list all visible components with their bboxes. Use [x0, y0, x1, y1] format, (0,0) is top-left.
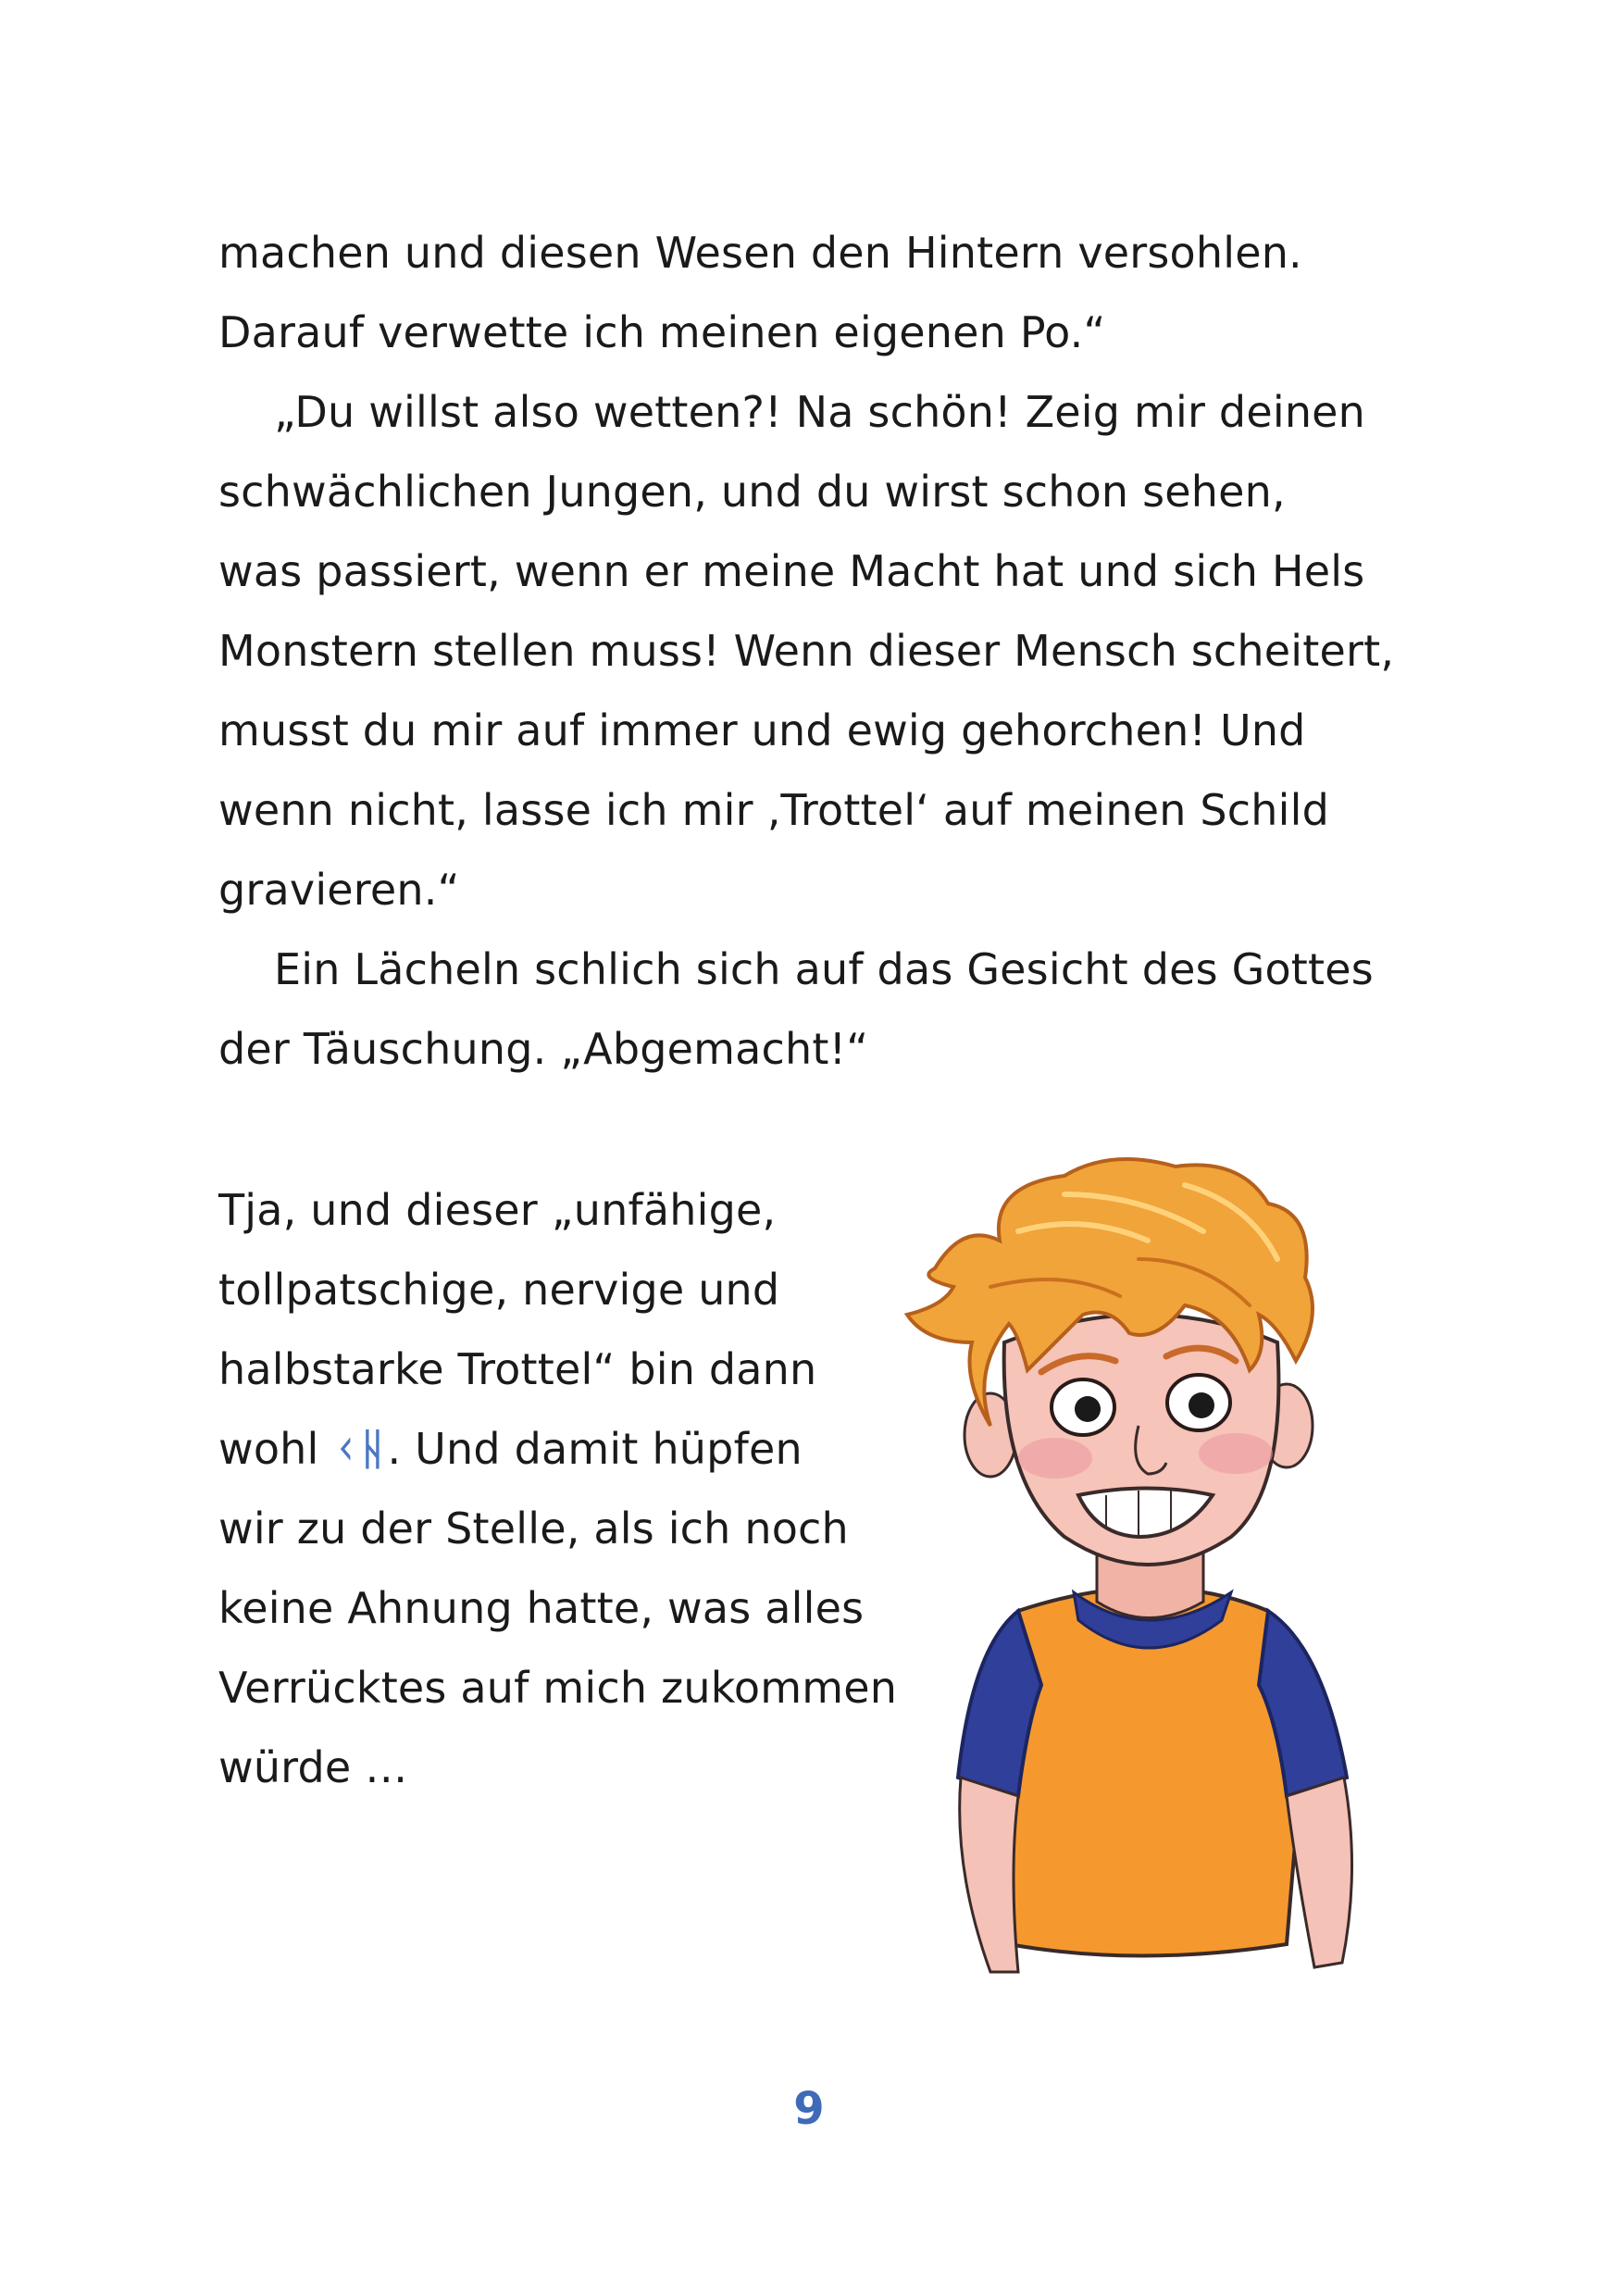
text-line: „Du willst also wetten?! Na schön! Zeig mir deinen: [274, 387, 1366, 437]
text-fragment: wohl: [218, 1424, 333, 1474]
text-line: tollpatschige, nervige und: [218, 1265, 780, 1315]
text-line: was passiert, wenn er meine Macht hat und sich Hels: [218, 546, 1365, 596]
text-line: gravieren.“: [218, 865, 460, 915]
text-line: musst du mir auf immer und ewig gehorchen! Und: [218, 705, 1306, 755]
story-text-bottom: [218, 1170, 922, 1807]
right-pupil: [1189, 1392, 1214, 1418]
right-arm: [1287, 1778, 1352, 1967]
text-line: Ein Lächeln schlich sich auf das Gesicht des Gottes: [274, 944, 1374, 994]
text-line: Monstern stellen muss! Wenn dieser Mensch scheitert,: [218, 626, 1395, 676]
text-line: würde …: [218, 1742, 408, 1792]
right-cheek: [1199, 1433, 1273, 1474]
text-line: wenn nicht, lasse ich mir ‚Trottel‘ auf meinen Schild: [218, 785, 1329, 835]
boy-illustration: [879, 1129, 1398, 1981]
text-line: keine Ahnung hatte, was alles: [218, 1583, 865, 1633]
text-line: machen und diesen Wesen den Hintern versohlen.: [218, 228, 1302, 278]
text-line: Darauf verwette ich meinen eigenen Po.“: [218, 307, 1106, 357]
story-text-top: [218, 213, 1395, 1089]
text-line: der Täuschung. „Abgemacht!“: [218, 1024, 869, 1074]
text-line-with-rune: [218, 1409, 922, 1489]
text-line: schwächlichen Jungen, und du wirst schon sehen,: [218, 467, 1286, 517]
left-pupil: [1075, 1396, 1101, 1422]
text-line: wir zu der Stelle, als ich noch: [218, 1504, 849, 1554]
left-cheek: [1018, 1438, 1092, 1479]
text-line: Verrücktes auf mich zukommen: [218, 1663, 898, 1713]
text-fragment: . Und damit hüpfen: [387, 1424, 803, 1474]
rune-name: ᚲᚺ: [332, 1424, 388, 1474]
left-arm: [960, 1778, 1018, 1972]
page-number: 9: [793, 2083, 825, 2135]
text-line: Tja, und dieser „unfähige,: [218, 1185, 777, 1235]
text-line: halbstarke Trottel“ bin dann: [218, 1344, 817, 1394]
